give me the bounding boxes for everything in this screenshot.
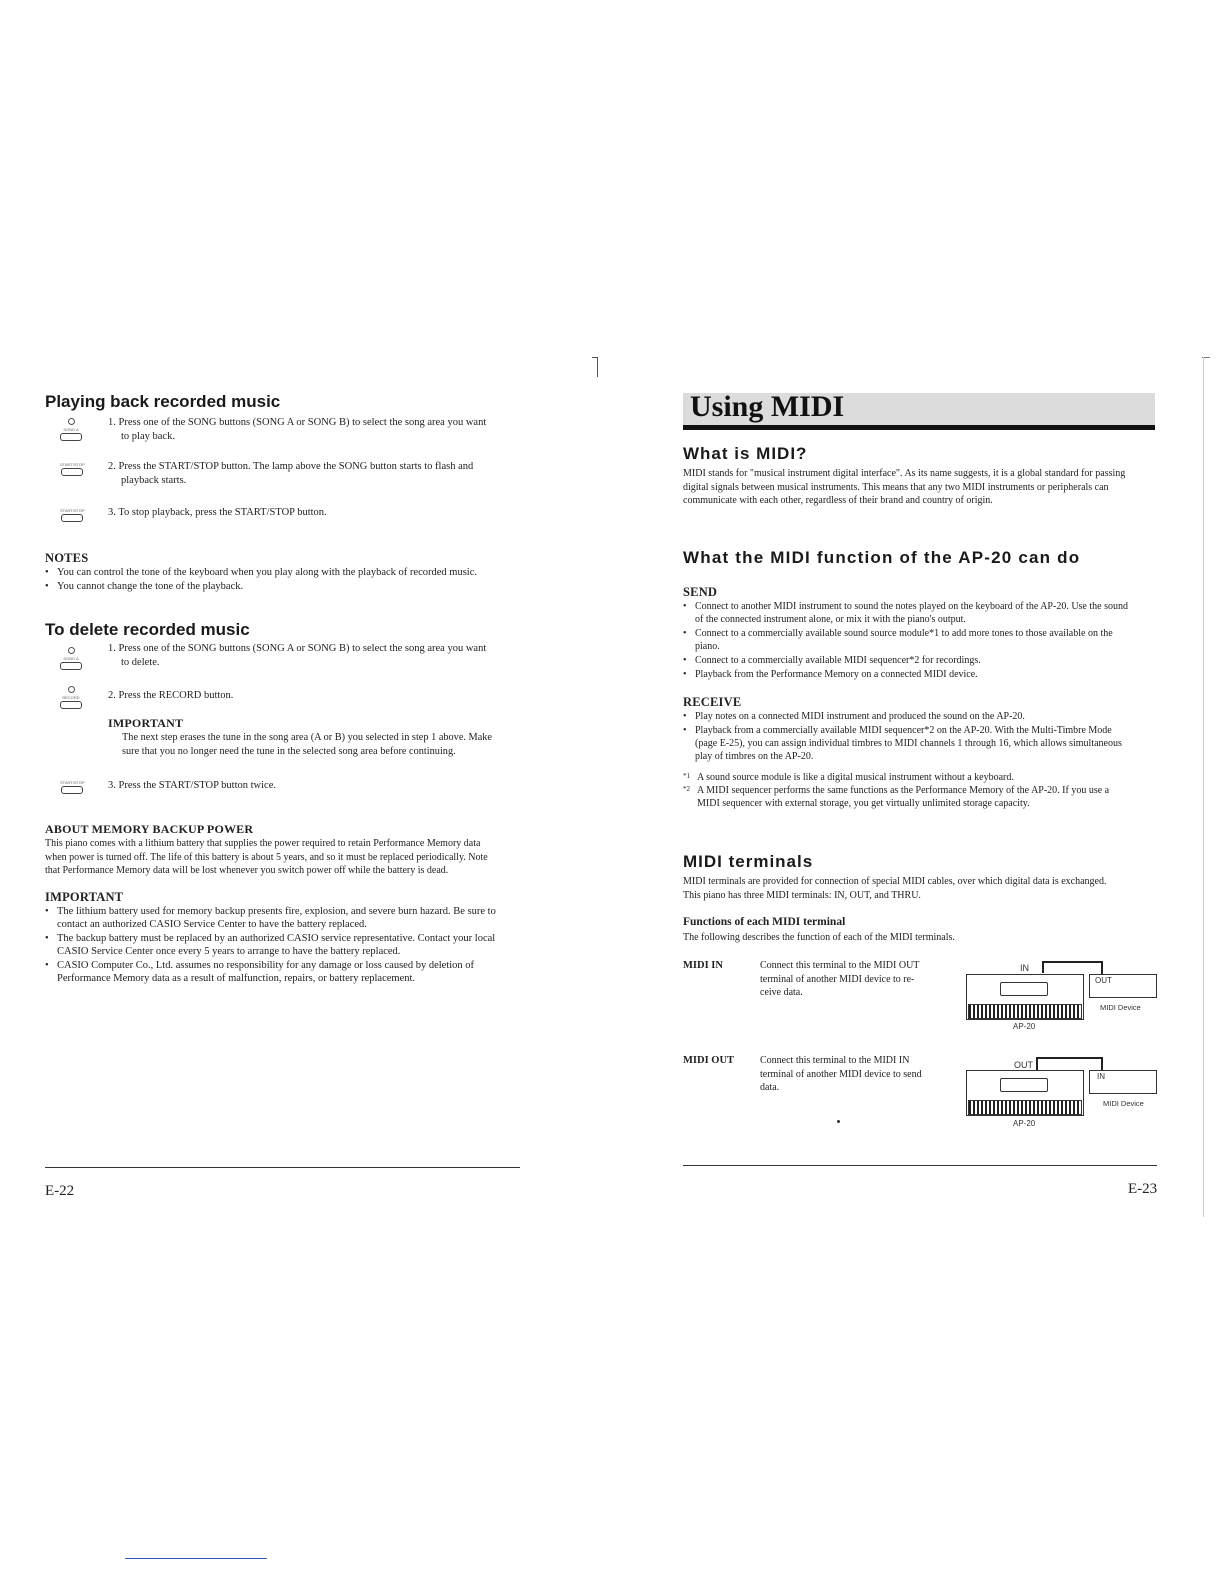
footer-rule xyxy=(45,1167,520,1168)
port-in-label: IN xyxy=(1020,963,1029,973)
ink-dot xyxy=(837,1120,840,1123)
list-item: • Play notes on a connected MIDI instrument and produced the sound on the AP-20. xyxy=(683,710,1161,723)
midi-device-label: MIDI Device xyxy=(1103,1099,1144,1108)
playback-step-3: 3. To stop playback, press the START/STOP button. xyxy=(108,507,327,518)
cable xyxy=(1036,1057,1038,1070)
midi-in-text: Connect this terminal to the MIDI OUT terminal of another MIDI device to re- ceive data. xyxy=(760,960,920,998)
midi-device-label: MIDI Device xyxy=(1100,1003,1141,1012)
song-button-icon: SONG A xyxy=(60,418,82,441)
footnotes xyxy=(683,771,1161,810)
what-heading: What is MIDI? xyxy=(683,444,808,463)
fold-mark xyxy=(597,357,598,377)
notes-heading: NOTES xyxy=(45,551,89,565)
function-heading: What the MIDI function of the AP-20 can do xyxy=(683,548,1081,567)
midi-out-label: MIDI OUT xyxy=(683,1055,735,1066)
list-item: • You cannot change the tone of the playback. xyxy=(45,580,525,593)
list-item: • CASIO Computer Co., Ltd. assumes no responsibility for any damage or loss caused by deletion of Performance Memory data as a result of malfunction, repairs, or battery replacement. xyxy=(45,959,530,985)
cable xyxy=(1101,961,1103,974)
important-inline-text: The next step erases the tune in the song area (A or B) you selected in step 1 above. Make sure that you no longer need the tune in the selected song area before continuing. xyxy=(122,732,492,757)
cable xyxy=(1042,961,1102,963)
port-in-label: IN xyxy=(1097,1072,1105,1081)
footer-rule xyxy=(683,1165,1157,1166)
midi-in-label: MIDI IN xyxy=(683,960,723,971)
delete-step-3: 3. Press the START/STOP button twice. xyxy=(108,780,276,791)
list-item: • The backup battery must be replaced by an authorized CASIO service representative. Contact your local CASIO Service Center once every 5 years to arrange to have the battery replaced. xyxy=(45,932,530,958)
delete-step-2: 2. Press the RECORD button. xyxy=(108,690,234,701)
send-heading: SEND xyxy=(683,585,718,599)
what-text: MIDI stands for "musical instrument digital interface". As its name suggests, it is a global standard for passing digital signals between musical instruments. This means that any two MIDI instruments or peripherals can communicate with each other, regardless of their brand and country of origin. xyxy=(683,468,1126,506)
cable xyxy=(1101,1057,1103,1070)
playback-step-2: 2. Press the START/STOP button. The lamp above the SONG button starts to flash and playback starts. xyxy=(108,461,474,486)
footnote: *1 A sound source module is like a digital musical instrument without a keyboard. xyxy=(683,772,1014,783)
piano-label: AP-20 xyxy=(1013,1022,1036,1031)
song-button-icon: SONG A xyxy=(60,647,82,670)
functions-heading: Functions of each MIDI terminal xyxy=(683,916,846,928)
receive-list xyxy=(683,710,1161,764)
send-list xyxy=(683,600,1161,682)
record-button-icon: RECORD xyxy=(60,686,82,709)
piano-panel xyxy=(1000,982,1048,996)
memory-text: This piano comes with a lithium battery that supplies the power required to retain Performance Memory data when power is turned off. The life of this battery is about 5 years, and so it must be replaced periodically. Note that Performance Memory data will be lost whenever you switch power off while the battery is dead. xyxy=(45,838,488,876)
title-rule xyxy=(683,425,1155,430)
receive-heading: RECEIVE xyxy=(683,695,742,709)
notes-list xyxy=(45,566,525,594)
cable xyxy=(1042,961,1044,973)
port-out-label: OUT xyxy=(1095,976,1112,985)
page-title: Using MIDI xyxy=(690,390,845,423)
terminals-heading: MIDI terminals xyxy=(683,852,814,871)
memory-heading: ABOUT MEMORY BACKUP POWER xyxy=(45,822,254,836)
scan-artifact-line xyxy=(125,1558,267,1559)
cable xyxy=(1036,1057,1102,1059)
list-item: • The lithium battery used for memory backup presents fire, explosion, and severe burn hazard. Be sure to contact an authorized CASIO Service Center to have the battery replaced. xyxy=(45,905,530,931)
list-item: • Connect to a commercially available sound source module*1 to add more tones to those available on the piano. xyxy=(683,627,1161,653)
important-heading: IMPORTANT xyxy=(45,890,124,904)
start-stop-button-icon: START/STOP xyxy=(60,462,85,476)
list-item: • Connect to a commercially available MIDI sequencer*2 for recordings. xyxy=(683,654,1161,667)
piano-panel xyxy=(1000,1078,1048,1092)
port-out-label: OUT xyxy=(1014,1060,1033,1070)
piano-keys xyxy=(968,1100,1082,1115)
page-number: E-22 xyxy=(45,1183,75,1199)
delete-step-1: 1. Press one of the SONG buttons (SONG A or SONG B) to select the song area you want to delete. xyxy=(108,643,487,668)
midi-out-text: Connect this terminal to the MIDI IN terminal of another MIDI device to send data. xyxy=(760,1055,922,1093)
piano-keys xyxy=(968,1004,1082,1019)
important-inline-heading: IMPORTANT xyxy=(108,716,184,730)
terminals-text: MIDI terminals are provided for connection of special MIDI cables, over which digital data is exchanged. This piano has three MIDI terminals: IN, OUT, and THRU. xyxy=(683,876,1107,901)
delete-heading: To delete recorded music xyxy=(45,620,250,639)
list-item: • Playback from the Performance Memory on a connected MIDI device. xyxy=(683,668,1161,681)
page-number: E-23 xyxy=(1128,1181,1158,1197)
playback-heading: Playing back recorded music xyxy=(45,392,281,411)
important-list xyxy=(45,905,530,986)
footnote: *2 A MIDI sequencer performs the same functions as the Performance Memory of the AP-20. If you use a MIDI sequencer with external storage, you get virtually unlimited storage capacity. xyxy=(683,785,1110,809)
list-item: • You can control the tone of the keyboard when you play along with the playback of recorded music. xyxy=(45,566,525,579)
start-stop-button-icon: START/STOP xyxy=(60,780,85,794)
piano-label: AP-20 xyxy=(1013,1119,1036,1128)
playback-step-1: 1. Press one of the SONG buttons (SONG A or SONG B) to select the song area you want to play back. xyxy=(108,417,487,442)
list-item: • Connect to another MIDI instrument to sound the notes played on the keyboard of the AP-20. Use the sound of the connected instrument alone, or mix it with the piano's output. xyxy=(683,600,1161,626)
page-edge xyxy=(1203,357,1204,1217)
start-stop-button-icon: START/STOP xyxy=(60,508,85,522)
list-item: • Playback from a commercially available MIDI sequencer*2 on the AP-20. With the Multi-Timbre Mode (page E-25), you can assign individual timbres to MIDI channels 1 through 16, which allows simultaneous play of timbres on the AP-20. xyxy=(683,724,1161,763)
functions-intro: The following describes the function of each of the MIDI terminals. xyxy=(683,932,955,943)
